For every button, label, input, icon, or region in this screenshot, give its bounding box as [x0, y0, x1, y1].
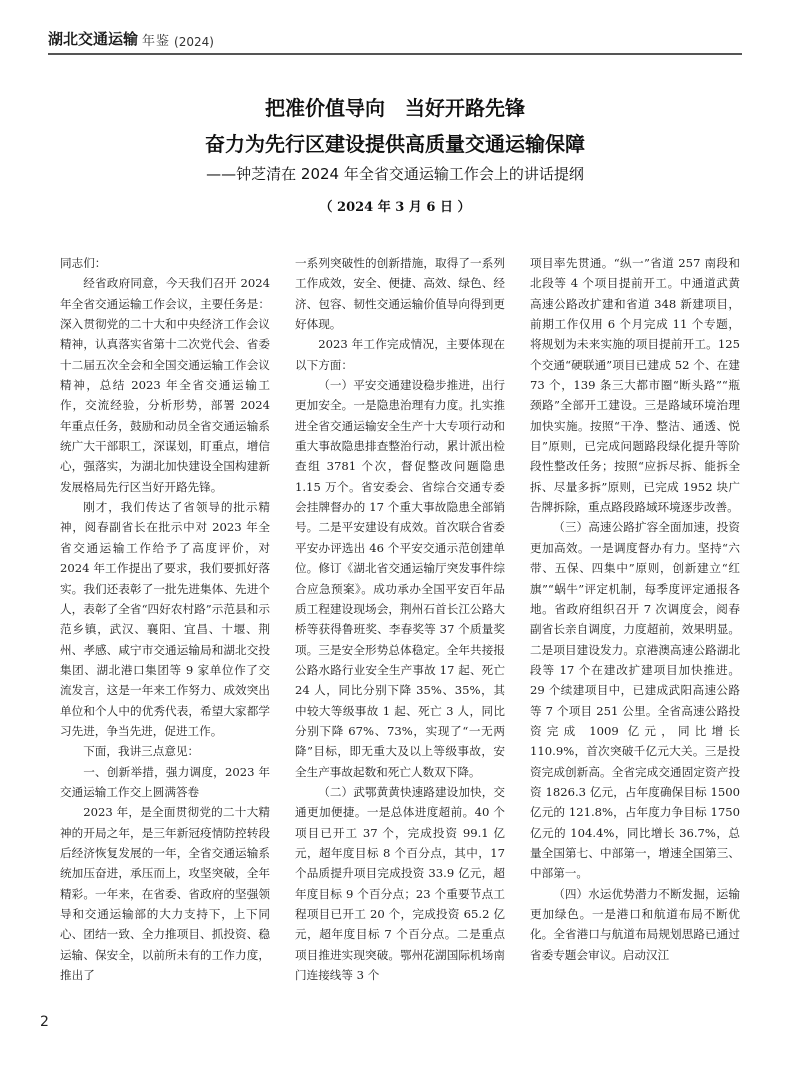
paragraph: （四）水运优势潜力不断发掘，运输更加绿色。一是港口和航道布局不断优化。全省港口与航道布局规划思路已通过省委专题会审议。启动汉江 [530, 886, 740, 962]
paragraph: （三）高速公路扩容全面加速，投资更加高效。一是调度督办有力。坚持“六带、五保、四集中”原则，创新建立“红旗”“蜗牛”评定机制，每季度评定通报各地。省政府组织召开 7 次调度会，阅春副省长亲自调度，力度超前，效果明显。二是项目建设发力。京港澳高速公路湖北段等 17 个在建改扩建项目加快推进。29 个续建项目中，已建成武阳高速公路等 7 个项目 251 公里。全省高速公路投资完成 1009 亿元，同比增长 110.9%，首次突破千亿元大关。三是投资完成创新高。全省完成交通固定资产投资 1826.3 亿元，占年度确保目标 1500 亿元的 121.8%，占年度力争目标 1750 亿元的 104.4%，同比增长 36.7%，总量全国第七、中部第一，增速全国第三、中部第一。 [530, 520, 740, 881]
paragraph: 同志们： [60, 256, 107, 270]
paragraph: 下面，我讲三点意见： [83, 744, 200, 759]
article-title-line-1: 把准价值导向 当好开路先锋 [265, 96, 525, 120]
paragraph: （一）平安交通建设稳步推进，出行更加安全。一是隐患治理有力度。扎实推进全省交通运输安全生产十大专项行动和重大事故隐患排查整治行动，累计派出检查组 3781 个次，督促整改问题隐患 1.15 万个。省安委会、省综合交通专委会挂牌督办的 17 个重大事故隐患全部销号。二是平安建设有成效。首次联合省委平安办评选出 46 个平安交通示范创建单位。修订《湖北省交通运输厅突发事件综合应急预案》。成功承办全国平安百年品质工程建设现场会，荆州石首长江公路大桥等获得鲁班奖、李春奖等 37 个质量奖项。三是安全形势总体稳定。全年共接报公路水路行业安全生产事故 17 起、死亡 24 人，同比分别下降 35%、35%，其中较大等级事故 1 起、死亡 3 人，同比分别下降 67%、73%，实现了“一无两降”目标，即无重大及以上等级事故，安全生产事故起数和死亡人数双下降。 [295, 378, 505, 779]
paragraph: （二）武鄂黄黄快速路建设加快，交通更加便捷。一是总体进度超前。40 个项目已开工 37 个，完成投资 99.1 亿元，超年度目标 8 个百分点，其中，17 个品质提升项目完成投资 33.9 亿元，超年度目标 9 个百分点；23 个重要节点工程项目已开工 20 个，完成投资 65.2 亿元，超年度目标 7 个百分点。二是重点项目推进实现突破。鄂州花湖国际机场南门连接线等 3 个 [295, 784, 505, 983]
article-title-line-2: 奋力为先行区建设提供高质量交通运输保障 [205, 132, 585, 156]
section-heading: 一、创新举措，强力调度，2023 年交通运输工作交上圆满答卷 [60, 764, 270, 799]
column-1 [60, 253, 270, 1028]
paragraph: 刚才，我们传达了省领导的批示精神，阅春副省长在批示中对 2023 年全省交通运输工作给予了高度评价，对 2024 年工作提出了要求，我们要抓好落实。我们还表彰了一批先进集体、先进个人，表彰了全省“四好农村路”示范县和示范乡镇，武汉、襄阳、宜昌、十堰、荆州、孝感、咸宁市交通运输局和湖北交投集团、湖北港口集团等 9 家单位作了交流发言，这是一年来工作努力、成效突出单位和个人中的优秀代表，希望大家都学习先进，争当先进，促进工作。 [60, 500, 270, 738]
running-header [48, 28, 742, 55]
column-3 [530, 253, 740, 1028]
yearbook-stamp: 年鉴 [142, 34, 171, 49]
column-2 [295, 253, 505, 1028]
paragraph: 项目率先贯通。“纵一”省道 257 南段和北段等 4 个项目提前开工。中通道武黄高速公路改扩建和省道 348 新建项目，前期工作仅用 6 个月完成 11 个专题，将规划为未来实施的项目提前开工。125 个交通“硬联通”项目已建成 52 个、在建 73 个，139 条三大都市圈“断头路”“瓶颈路”全部开工建设。三是路域环境治理加快实施。按照“干净、整洁、通透、悦目”原则，已完成问题路段绿化提升等阶段性整改任务；按照“应拆尽拆、能拆全拆、尽量多拆”原则，已完成 1952 块广告牌拆除，重点路段路域环境逐步改善。 [530, 256, 740, 515]
article-date: （ 2024 年 3 月 6 日 ） [319, 200, 471, 215]
page-number: 2 [40, 1014, 49, 1030]
paragraph: 经省政府同意，今天我们召开 2024 年全省交通运输工作会议，主要任务是：深入贯彻党的二十大和中央经济工作会议精神，认真落实省第十二次党代会、省委十二届五次全会和全国交通运输工作会议精神，总结 2023 年全省交通运输工作，交流经验，分析形势，部署 2024 年重点任务，鼓励和动员全省交通运输系统广大干部职工，深谋划，盯重点，增信心，强落实，为湖北加快建设全国构建新发展格局先行区当好开路先锋。 [60, 276, 270, 494]
article-body [60, 253, 740, 1028]
yearbook-year: (2024) [174, 35, 214, 49]
paragraph: 2023 年工作完成情况，主要体现在以下方面： [295, 337, 505, 372]
paragraph: 2023 年，是全面贯彻党的二十大精神的开局之年，是三年新冠疫情防控转段后经济恢复发展的一年，全省交通运输系统加压奋进，承压而上，攻坚突破，全年精彩。一年来，在省委、省政府的坚强领导和交通运输部的大力支持下，上下同心、团结一致、全力推项目、抓投资、稳运输、保安全，以前所未有的工作力度，推出了 [60, 805, 270, 983]
yearbook-title: 湖北交通运输 [48, 30, 139, 48]
paragraph: 一系列突破性的创新措施，取得了一系列工作成效，安全、便捷、高效、绿色、经济、包容、韧性交通运输价值导向得到更好体现。 [295, 256, 505, 332]
article-subtitle: ——钟芝清在 2024 年全省交通运输工作会上的讲话提纲 [206, 165, 584, 183]
